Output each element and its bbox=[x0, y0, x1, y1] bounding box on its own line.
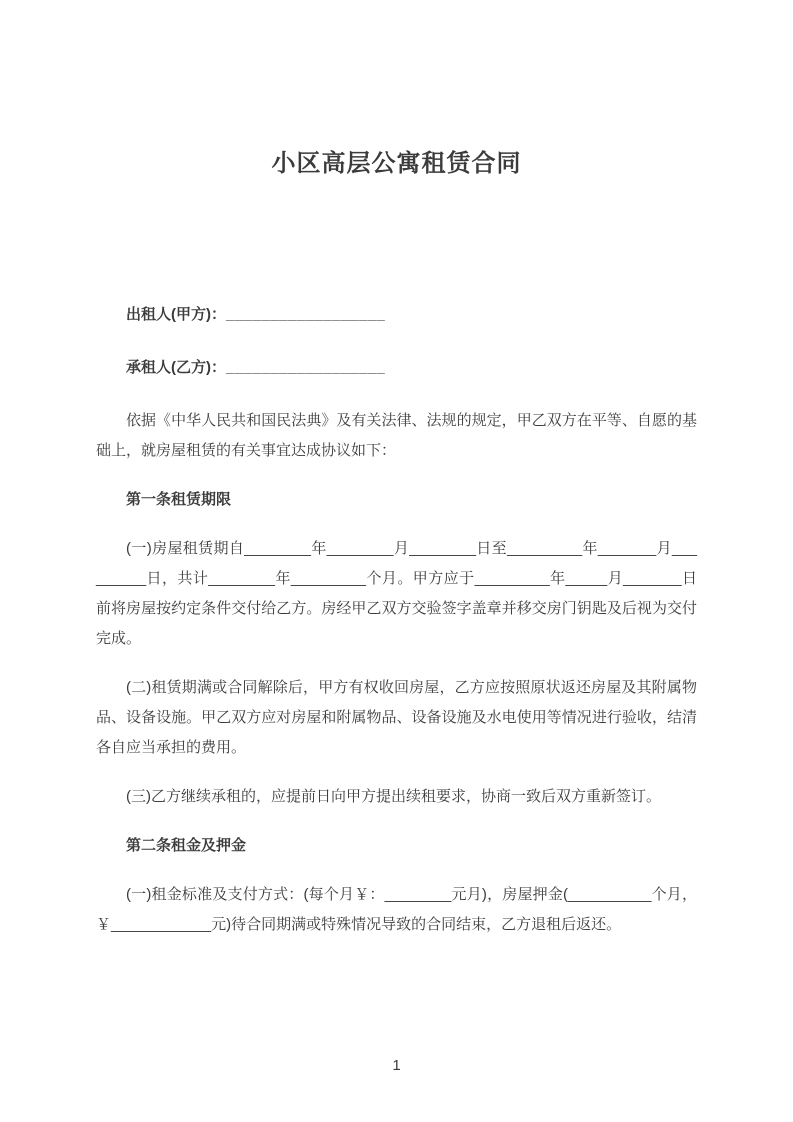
lessor-blank: __________________ bbox=[226, 306, 386, 323]
lessor-label: 出租人(甲方)： bbox=[126, 306, 226, 323]
lessee-blank: __________________ bbox=[226, 359, 386, 376]
section-1-clause-1: (一)房屋租赁期自________年________月________日至_________年_______月_________日，共计________年_________个月。甲方应于_________年_____月_______日前将房屋按约定条件交付给乙方。房经甲乙双方交验签字盖章并移交房门钥匙及后视为交付完成。 bbox=[96, 540, 697, 647]
section-1-clause-3: (三)乙方继续承租的，应提前日向甲方提出续租要求，协商一致后双方重新签订。 bbox=[126, 788, 661, 805]
lessee-line bbox=[96, 353, 697, 383]
lessee-label: 承租人(乙方)： bbox=[126, 359, 226, 376]
lessor-line bbox=[96, 300, 697, 330]
page-number: 1 bbox=[392, 1057, 401, 1074]
section-1-clause-2: (二)租赁期满或合同解除后，甲方有权收回房屋，乙方应按照原状返还房屋及其附属物品、设备设施。甲乙双方应对房屋和附属物品、设备设施及水电使用等情况进行验收，结清各自应当承担的费用。 bbox=[96, 679, 697, 756]
section-2-heading: 第二条租金及押金 bbox=[126, 837, 247, 854]
section-1-heading: 第一条租赁期限 bbox=[126, 491, 232, 508]
contract-title: 小区高层公寓租赁合同 bbox=[271, 150, 522, 177]
intro-paragraph: 依据《中华人民共和国民法典》及有关法律、法规的规定，甲乙双方在平等、自愿的基础上，就房屋租赁的有关事宜达成协议如下： bbox=[96, 412, 697, 459]
section-2-clause-1: (一)租金标准及支付方式：(每个月￥：________元月)，房屋押金(__________个月，￥____________元)待合同期满或特殊情况导致的合同结束，乙方退租后返还。 bbox=[96, 886, 697, 933]
